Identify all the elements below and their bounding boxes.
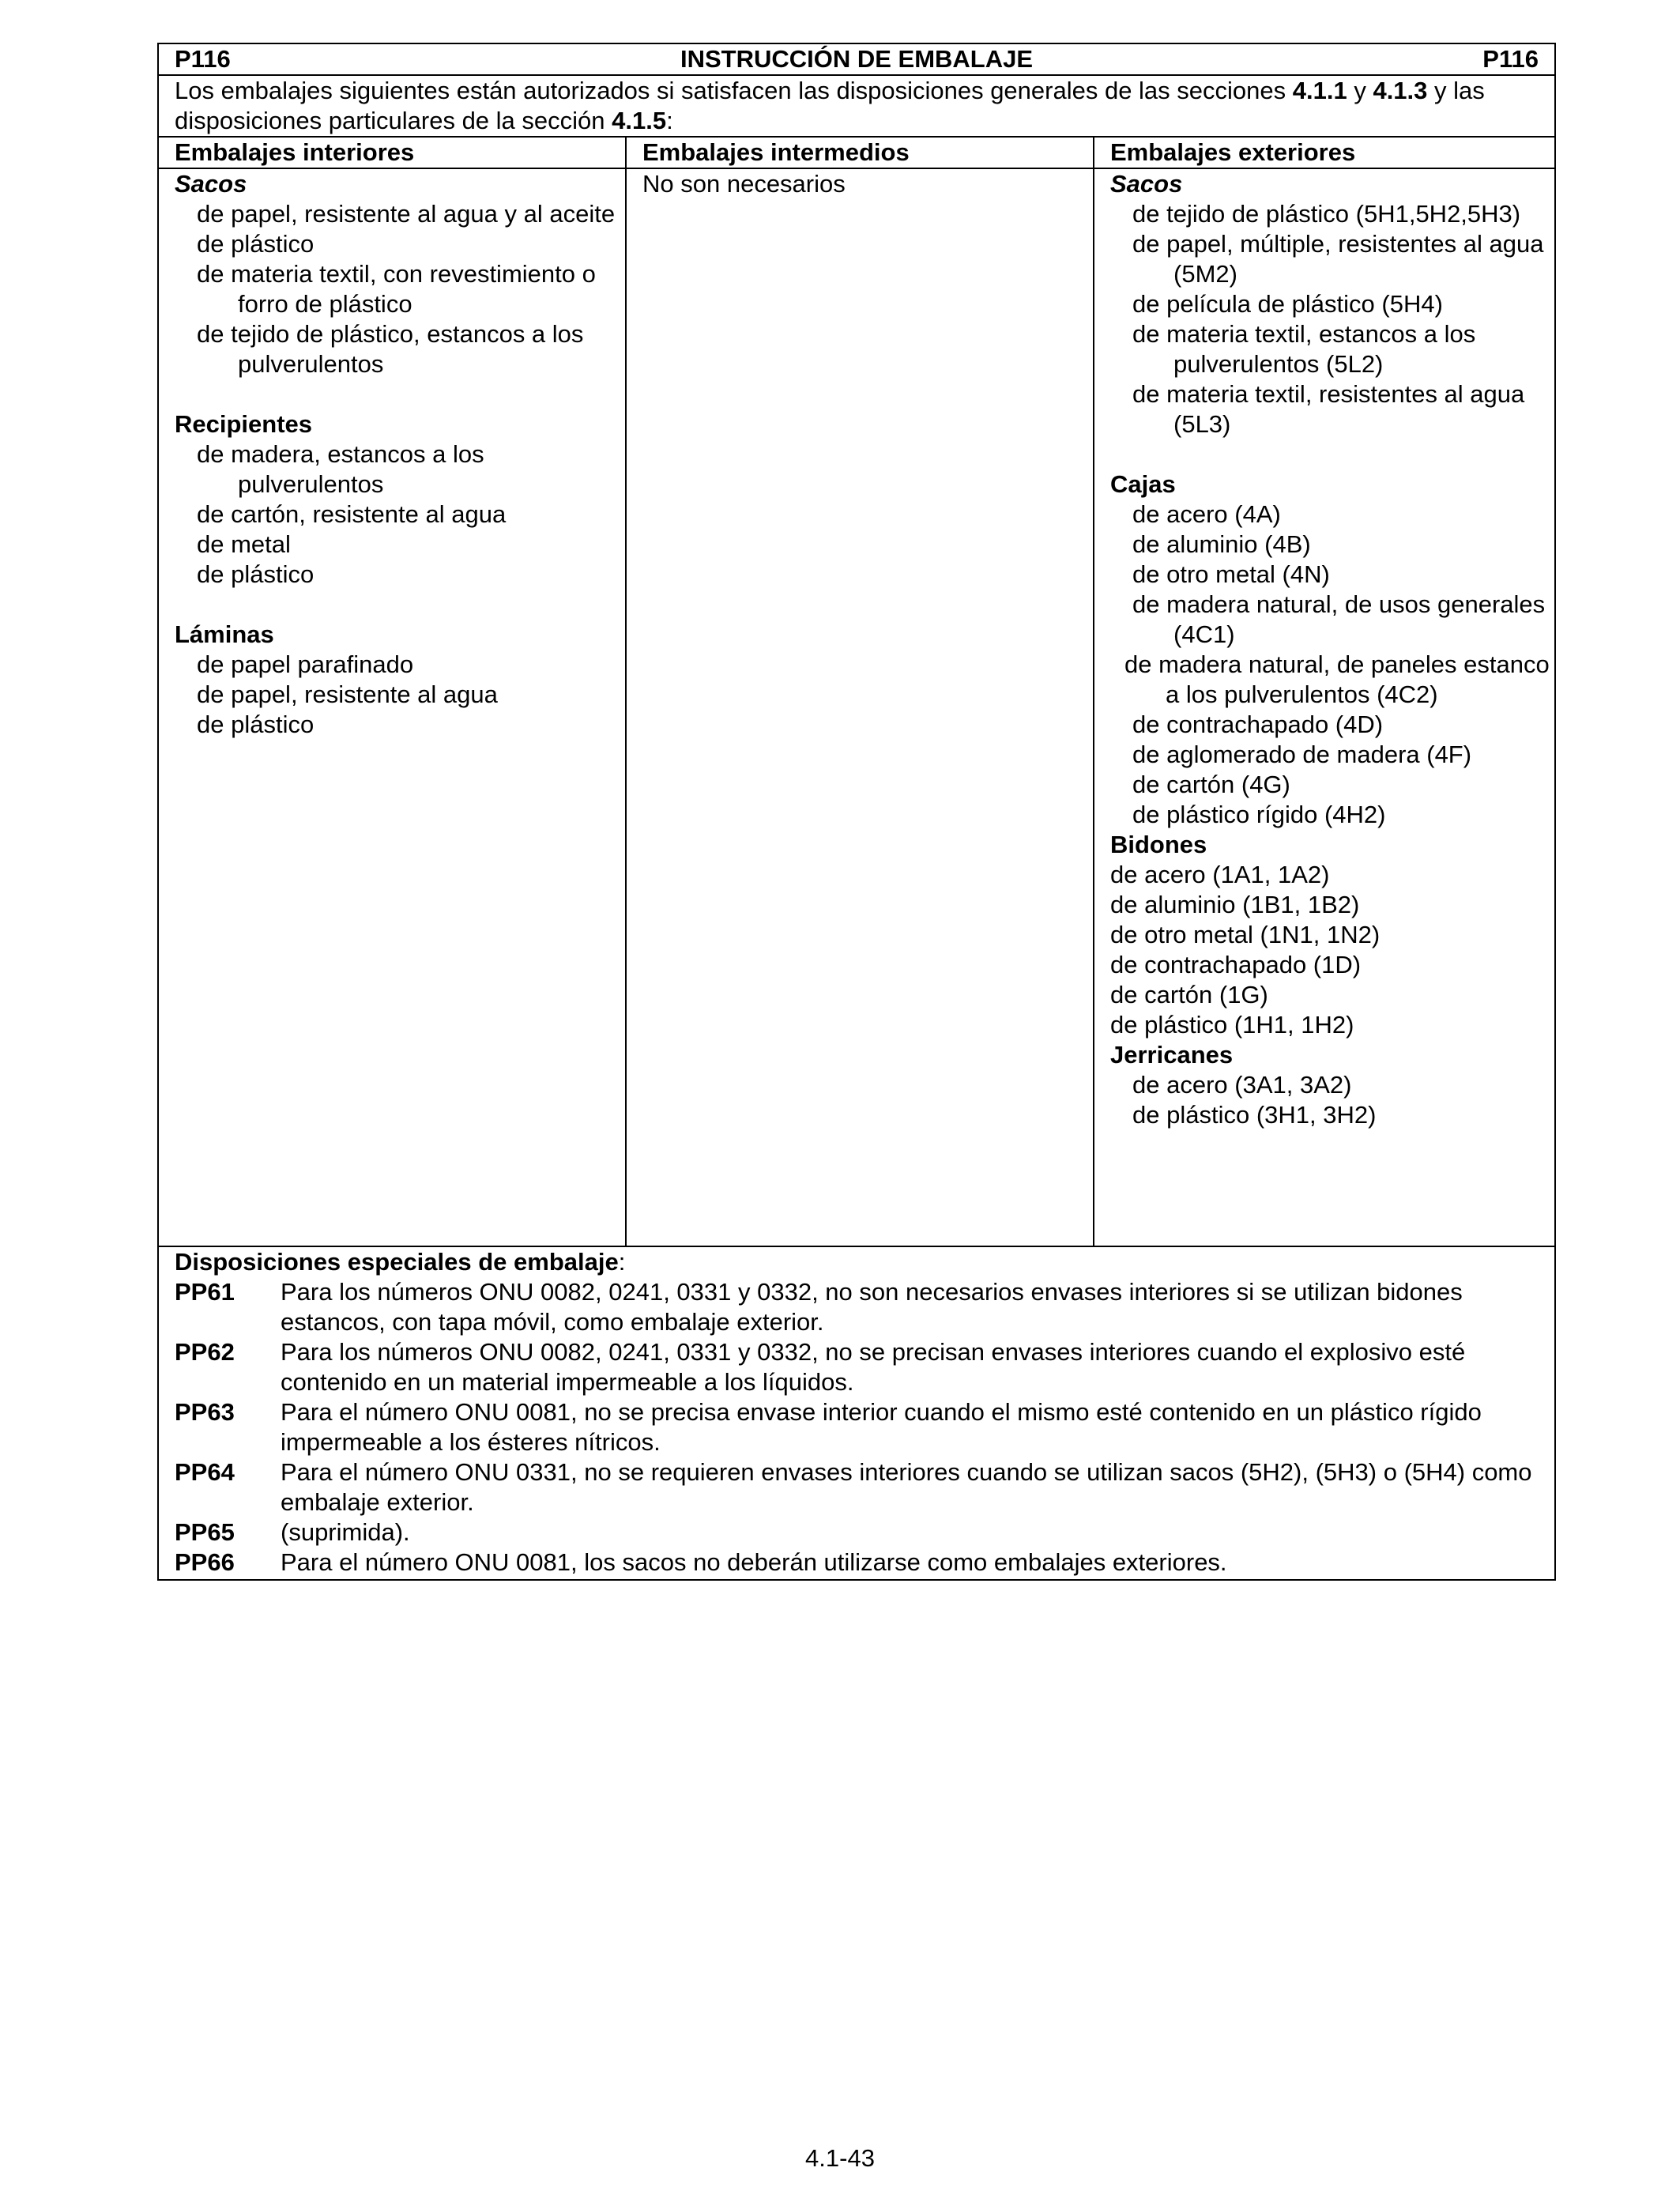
provision-row [175,1457,1539,1517]
provision-text: Para el número ONU 0331, no se requieren envases interiores cuando se utilizan sacos (5H2), (5H3) o (5H4) como embalaje exterior. [281,1458,1532,1516]
special-provisions-colon: : [618,1248,626,1276]
outer-item: de otro metal (4N) [1132,560,1330,588]
spacer [1110,439,1554,469]
outer-group-title: Sacos [1110,170,1183,198]
outer-group-title: Jerricanes [1110,1041,1234,1069]
inner-item: de cartón, resistente al agua [197,500,507,528]
outer-item: de aluminio (4B) [1132,530,1311,558]
intermediate-packagings [627,169,1094,1246]
spacer [175,590,625,620]
outer-item: de otro metal (1N1, 1N2) [1110,921,1381,948]
column-headers [159,138,1554,169]
intro-text-4: : [666,107,673,134]
inner-item: de plástico [197,711,315,738]
provision-text: Para el número ONU 0081, no se precisa envase interior cuando el mismo esté contenido en un plástico rígido impermeable a los ésteres nítricos. [281,1398,1482,1456]
provision-text: (suprimida). [281,1518,410,1546]
intro-text-3: y las disposiciones particulares de la sección [175,77,1485,134]
header-inner: Embalajes interiores [159,138,627,168]
provision-code: PP61 [175,1278,235,1306]
provision-code: PP66 [175,1548,235,1576]
inner-item: de metal [197,530,291,558]
outer-item: de madera natural, de usos generales (4C1) [1132,590,1546,648]
outer-item: de acero (4A) [1132,500,1281,528]
provision-row [175,1337,1539,1397]
inner-item: de plástico [197,230,315,258]
outer-item: de madera natural, de paneles estanco a los pulverulentos (4C2) [1124,650,1550,708]
header-intermediate: Embalajes intermedios [627,138,1094,168]
outer-item: de aglomerado de madera (4F) [1132,741,1472,768]
outer-item: de plástico rígido (4H2) [1132,801,1386,828]
inner-item: de materia textil, con revestimiento o forro de plástico [197,260,596,318]
provision-text: Para los números ONU 0082, 0241, 0331 y 0332, no se precisan envases interiores cuando el explosivo esté contenido en un material impermeable a los líquidos. [281,1338,1466,1396]
intro-ref-2: 4.1.3 [1373,77,1428,104]
inner-item: de madera, estancos a los pulverulentos [197,440,484,498]
intro-ref-1: 4.1.1 [1292,77,1347,104]
intro-ref-3: 4.1.5 [612,107,667,134]
outer-item: de película de plástico (5H4) [1132,290,1443,318]
provision-row [175,1277,1539,1337]
inner-item: de tejido de plástico, estancos a los pulverulentos [197,320,584,378]
inner-item: de papel, resistente al agua y al aceite [197,200,616,228]
outer-item: de materia textil, estancos a los pulverulentos (5L2) [1132,320,1476,378]
outer-item: de papel, múltiple, resistentes al agua (5M2) [1132,230,1544,288]
inner-group-title: Recipientes [175,410,313,438]
provision-code: PP62 [175,1338,235,1366]
provision-code: PP64 [175,1458,235,1486]
page-number: 4.1-43 [805,2144,875,2172]
packing-instruction-table [157,43,1556,1581]
provision-row [175,1547,1539,1578]
provision-code: PP65 [175,1518,235,1546]
inner-item: de papel parafinado [197,650,414,678]
provision-row [175,1397,1539,1457]
special-provisions-title: Disposiciones especiales de embalaje [175,1248,619,1276]
outer-item: de contrachapado (4D) [1132,711,1384,738]
outer-item: de aluminio (1B1, 1B2) [1110,891,1360,918]
intro-text-2: y [1347,77,1373,104]
spacer [175,379,625,409]
intro-text-1: Los embalajes siguientes están autorizados si satisfacen las disposiciones generales de las secciones [175,77,1293,104]
provision-text: Para los números ONU 0082, 0241, 0331 y 0332, no son necesarios envases interiores si se utilizan bidones estancos, con tapa móvil, como embalaje exterior. [281,1278,1463,1336]
instruction-title: INSTRUCCIÓN DE EMBALAJE [680,45,1034,73]
outer-item: de acero (3A1, 3A2) [1132,1071,1352,1099]
outer-item: de cartón (4G) [1132,771,1290,798]
provision-row [175,1517,1539,1547]
inner-packagings [159,169,627,1246]
instruction-code-right: P116 [1482,45,1539,73]
outer-group-title: Bidones [1110,831,1207,858]
outer-item: de materia textil, resistentes al agua [1132,380,1525,408]
special-provisions [159,1247,1554,1579]
inner-item: de plástico [197,560,315,588]
instruction-header [159,44,1554,76]
outer-item: de plástico (3H1, 3H2) [1132,1101,1377,1129]
inner-item: de papel, resistente al agua [197,680,498,708]
outer-item: de contrachapado (1D) [1110,951,1362,978]
outer-item: de tejido de plástico (5H1,5H2,5H3) [1132,200,1521,228]
provision-code: PP63 [175,1398,235,1426]
instruction-code-left: P116 [175,45,231,73]
provision-text: Para el número ONU 0081, los sacos no deberán utilizarse como embalajes exteriores. [281,1548,1227,1576]
outer-item: de cartón (1G) [1110,981,1268,1008]
packaging-lists [159,169,1554,1247]
intro-paragraph [159,76,1554,138]
outer-item: (5L3) [1173,410,1231,438]
outer-item: de plástico (1H1, 1H2) [1110,1011,1354,1039]
outer-packagings [1094,169,1554,1246]
intermediate-text: No son necesarios [642,170,846,198]
inner-group-title: Láminas [175,620,274,648]
outer-group-title: Cajas [1110,470,1176,498]
header-outer: Embalajes exteriores [1110,138,1356,166]
special-provisions-heading [175,1247,1539,1277]
outer-item: de acero (1A1, 1A2) [1110,861,1330,888]
inner-group-title: Sacos [175,170,247,198]
